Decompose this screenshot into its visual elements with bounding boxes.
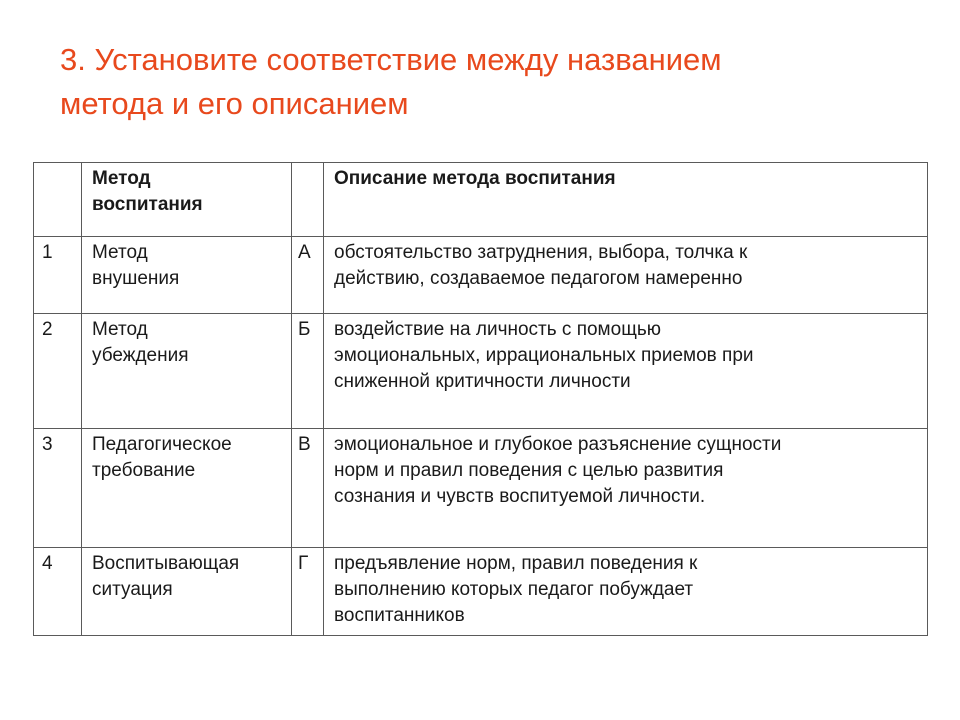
header-num-cell [34,163,82,237]
row-number: 4 [34,548,82,636]
method-name-line: ситуация [92,579,173,600]
row-letter: В [292,429,324,548]
description-line: действию, создаваемое педагогом намеренно [334,268,743,289]
header-description-text: Описание метода воспитания [334,168,616,189]
description-line: предъявление норм, правил поведения к [334,553,698,574]
slide-title-line-1: 3. Установите соответствие между названием [60,42,722,77]
method-name-cell [82,548,292,636]
header-method-line-2: воспитания [92,194,203,215]
row-letter: Г [292,548,324,636]
row-number: 3 [34,429,82,548]
description-line: сниженной критичности личности [334,371,631,392]
description-line: обстоятельство затруднения, выбора, толчка к [334,242,748,263]
description-line: воздействие на личность с помощью [334,319,661,340]
table-row [34,429,928,548]
method-name-line: Воспитывающая [92,553,240,574]
method-name-cell [82,237,292,314]
description-line: норм и правил поведения с целью развития [334,460,724,481]
row-letter: А [292,237,324,314]
description-line: выполнению которых педагог побуждает [334,579,694,600]
slide-title [60,38,920,126]
description-line: эмоциональное и глубокое разъяснение сущности [334,434,782,455]
description-cell [324,429,928,548]
row-number: 2 [34,314,82,429]
table-row [34,237,928,314]
row-letter: Б [292,314,324,429]
matching-table [33,162,928,636]
description-line: эмоциональных, иррациональных приемов при [334,345,754,366]
method-name-line: Метод [92,319,148,340]
header-description-cell [324,163,928,237]
table-row [34,548,928,636]
header-method-line-1: Метод [92,168,151,189]
row-number: 1 [34,237,82,314]
description-line: сознания и чувств воспитуемой личности. [334,486,706,507]
slide-title-line-2: метода и его описанием [60,86,409,121]
description-cell [324,237,928,314]
table-row [34,314,928,429]
table-header-row [34,163,928,237]
method-name-cell [82,429,292,548]
description-cell [324,314,928,429]
header-letter-cell [292,163,324,237]
description-cell [324,548,928,636]
description-line: воспитанников [334,605,465,626]
method-name-line: Педагогическое [92,434,232,455]
method-name-line: требование [92,460,196,481]
header-method-cell [82,163,292,237]
method-name-cell [82,314,292,429]
method-name-line: убеждения [92,345,189,366]
method-name-line: Метод [92,242,148,263]
method-name-line: внушения [92,268,180,289]
